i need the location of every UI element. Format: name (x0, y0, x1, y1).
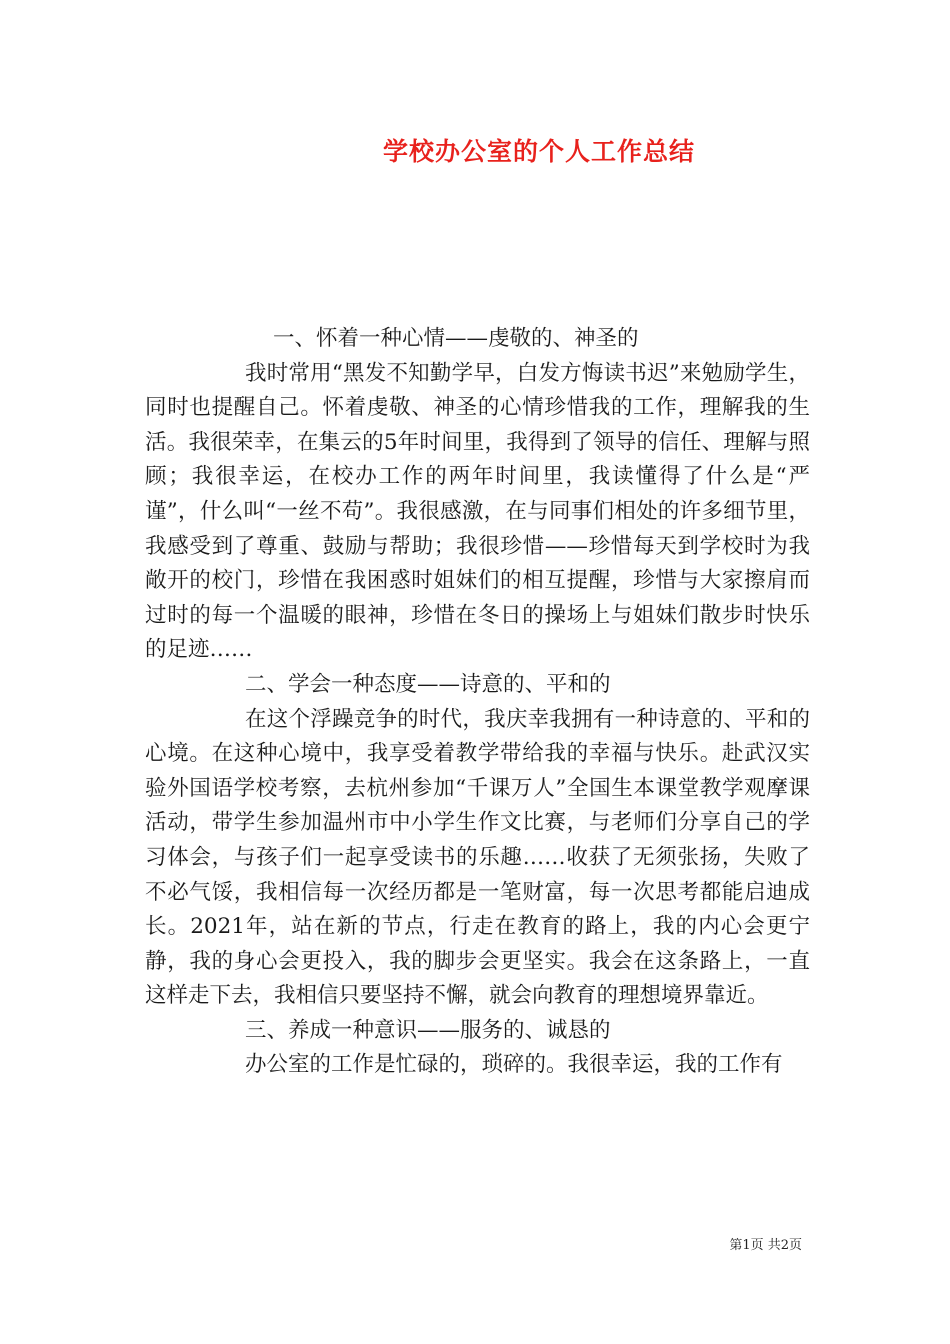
document-title: 学校办公室的个人工作总结 (382, 137, 695, 166)
section-paragraph-2: 在这个浮躁竞争的时代，我庆幸我拥有一种诗意的、平和的心境。在这种心境中，我享受着教学带给我的幸福与快乐。赴武汉实验外国语学校考察，去杭州参加“千课万人”全国生本课堂教学观摩课活动，带学生参加温州市中小学生作文比赛，与老师们分享自己的学习体会，与孩子们一起享受读书的乐趣……收获了无须张扬，失败了不必气馁，我相信每一次经历都是一笔财富，每一次思考都能启迪成长。2021年，站在新的节点，行走在教育的路上，我的内心会更宁静，我的身心会更投入，我的脚步会更坚实。我会在这条路上，一直这样走下去，我相信只要坚持不懈，就会向教育的理想境界靠近。 (145, 706, 810, 1009)
section-paragraph-3: 办公室的工作是忙碌的，琐碎的。我很幸运，我的工作有 (245, 1052, 783, 1078)
section-paragraph-1: 我时常用“黑发不知勤学早，白发方悔读书迟”来勉励学生，同时也提醒自己。怀着虔敬、神圣的心情珍惜我的工作，理解我的生活。我很荣幸，在集云的5年时间里，我得到了领导的信任、理解与照顾；我很幸运，在校办工作的两年时间里，我读懂得了什么是“严谨”，什么叫“一丝不苟”。我很感激，在与同事们相处的许多细节里，我感受到了尊重、鼓励与帮助；我很珍惜——珍惜每天到学校时为我敞开的校门，珍惜在我困惑时姐妹们的相互提醒，珍惜与大家擦肩而过时的每一个温暖的眼神，珍惜在冬日的操场上与姐妹们散步时快乐的足迹…… (145, 360, 810, 663)
section-heading-2: 二、学会一种态度——诗意的、平和的 (245, 671, 611, 697)
document-body (145, 322, 810, 1083)
section-heading-1: 一、怀着一种心情——虔敬的、神圣的 (273, 326, 639, 351)
section-heading-3: 三、养成一种意识——服务的、诚恳的 (245, 1017, 611, 1043)
page-number-footer: 第1页 共2页 (729, 1238, 802, 1253)
